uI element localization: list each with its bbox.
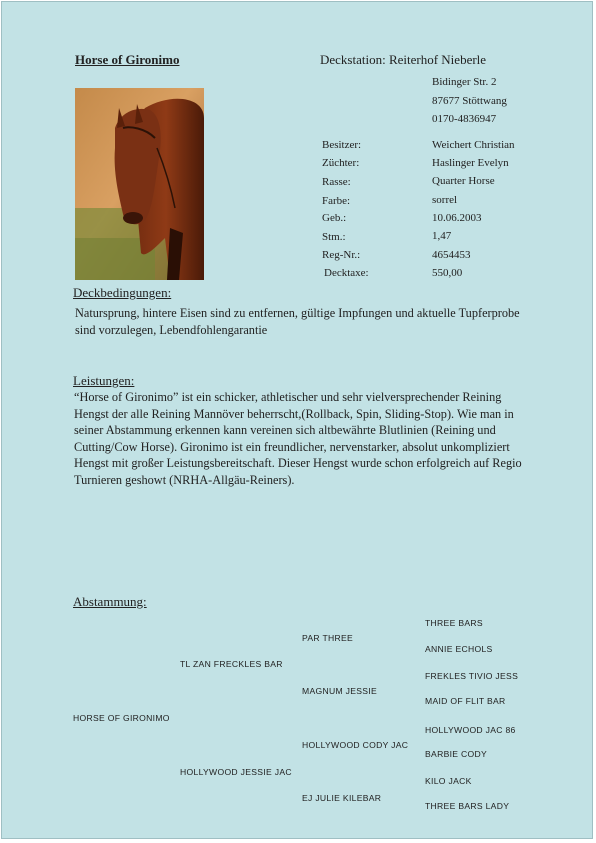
pedigree-great-grandparent: ANNIE ECHOLS [425, 644, 493, 654]
detail-value-reg-nr: 4654453 [432, 249, 471, 261]
pedigree-grandparent: MAGNUM JESSIE [302, 686, 378, 696]
detail-label-rasse: Rasse: [322, 176, 351, 188]
detail-label-stm: Stm.: [322, 231, 346, 243]
horse-photo [75, 88, 204, 280]
detail-value-decktaxe: 550,00 [432, 267, 463, 279]
pedigree-grandparent: EJ JULIE KILEBAR [302, 793, 382, 803]
detail-label-reg-nr: Reg-Nr.: [322, 249, 361, 261]
deckbedingungen-text: Natursprung, hintere Eisen sind zu entfernen, gültige Impfungen und aktuelle Tupferprobe sind vorzulegen, Lebendfohlengarantie [75, 306, 520, 337]
pedigree-grandparent: HOLLYWOOD CODY JAC [302, 740, 409, 750]
pedigree-great-grandparent: HOLLYWOOD JAC 86 [425, 725, 516, 735]
detail-label-besitzer: Besitzer: [322, 139, 362, 151]
detail-label-decktaxe: Decktaxe: [324, 267, 369, 279]
pedigree-great-grandparent: FREKLES TIVIO JESS [425, 671, 519, 681]
leistungen-text: “Horse of Gironimo” ist ein schicker, athletischer und sehr vielversprechender Reining Hengst der alle Reining Mannöver beherrscht,(Rollback, Spin, Sliding-Stop). Wie man in seiner Abstammung erkennen kann vereinen sich altbewährte Blutlinien (Reining und Cutting/Cow Horse). Gironimo ist ein freundlicher, nervenstarker, absolut unkompliziert Hengst mit großer Leistungsbereitschaft. Dieser Hengst wurde schon erfolgreich auf Regio Turnieren geshowt (NRHA-Allgäu-Reiners). [74, 390, 522, 487]
pedigree-great-grandparent: BARBIE CODY [425, 749, 488, 759]
detail-label-zuechter: Züchter: [322, 157, 360, 169]
stallion-flyer [1, 1, 593, 839]
pedigree-great-grandparent: KILO JACK [425, 776, 472, 786]
pedigree-grandparent: PAR THREE [302, 633, 354, 643]
detail-value-stm: 1,47 [432, 230, 452, 242]
pedigree-great-grandparent: THREE BARS LADY [425, 801, 510, 811]
pedigree-great-grandparent: MAID OF FLIT BAR [425, 696, 506, 706]
station-name: Deckstation: Reiterhof Nieberle [320, 52, 487, 67]
pedigree-sire: TL ZAN FRECKLES BAR [180, 659, 283, 669]
pedigree-dam: HOLLYWOOD JESSIE JAC [180, 767, 292, 777]
horse-name-title: Horse of Gironimo [75, 52, 180, 67]
detail-value-rasse: Quarter Horse [432, 175, 495, 187]
horse-photo-image [75, 88, 204, 280]
detail-label-farbe: Farbe: [322, 195, 351, 207]
detail-value-farbe: sorrel [432, 194, 458, 206]
pedigree-great-grandparent: THREE BARS [425, 618, 483, 628]
abstammung-heading: Abstammung: [73, 594, 147, 609]
pedigree-horse: HORSE OF GIRONIMO [73, 713, 170, 723]
leistungen-heading: Leistungen: [73, 373, 135, 388]
detail-value-zuechter: Haslinger Evelyn [432, 157, 509, 169]
detail-label-geb: Geb.: [322, 212, 347, 224]
address-city: 87677 Stöttwang [432, 95, 507, 107]
deckbedingungen-heading: Deckbedingungen: [73, 285, 172, 300]
detail-value-besitzer: Weichert Christian [432, 139, 515, 151]
address-phone: 0170-4836947 [432, 113, 497, 125]
address-street: Bidinger Str. 2 [432, 76, 497, 88]
detail-value-geb: 10.06.2003 [432, 212, 482, 224]
